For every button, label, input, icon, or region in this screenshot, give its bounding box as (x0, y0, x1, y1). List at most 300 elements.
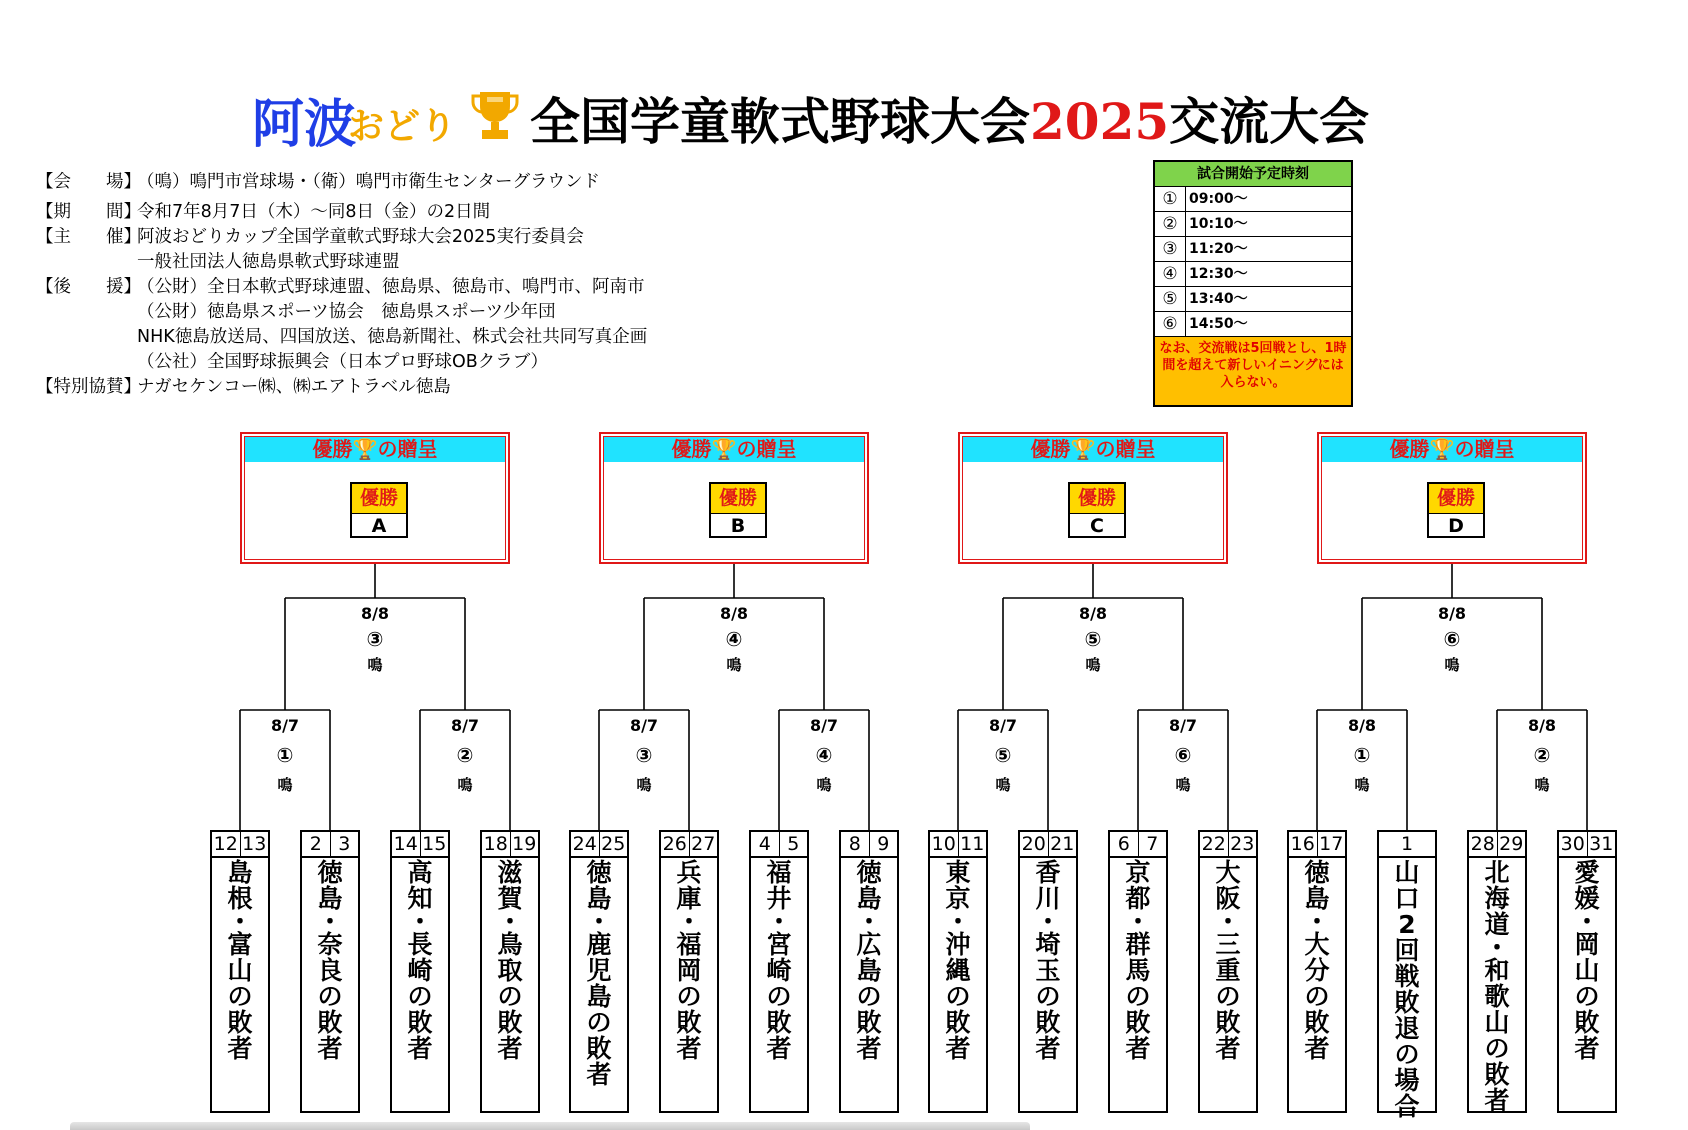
game-number: ④ (815, 743, 833, 767)
award-box (958, 432, 1228, 564)
team-name-char: ・ (1484, 933, 1510, 962)
final-game-label (1063, 604, 1123, 675)
team-name-char: 北 (1484, 858, 1510, 887)
team-number: 19 (512, 833, 537, 855)
semi-game-label (1153, 716, 1213, 795)
game-number: ① (1155, 187, 1186, 211)
award-title: 優勝🏆の贈呈 (604, 437, 864, 462)
team-name-char: 者 (407, 1034, 433, 1063)
team-name-char: 敗 (945, 1008, 971, 1037)
team-name-char: 島 (1304, 884, 1330, 913)
team-number-row (1018, 830, 1078, 858)
team-name-char: の (945, 982, 971, 1011)
game-number: ⑤ (1084, 627, 1102, 651)
team-name-char: 敗 (1304, 1008, 1330, 1037)
team-name-char: 取 (497, 956, 523, 985)
info-value: （公財）全日本軟式野球連盟、徳島県、徳島市、鳴門市、阿南市 (137, 277, 645, 297)
game-venue: 鳴 (1085, 656, 1101, 674)
team-name-char: 島 (856, 956, 882, 985)
team-slot (928, 858, 988, 1113)
semi-game-label (435, 716, 495, 795)
team-number-row (659, 830, 719, 858)
team-name-char: 和 (1484, 956, 1510, 985)
team-name-char: 山 (1484, 1008, 1510, 1037)
team-name-char: 山 (1394, 858, 1420, 887)
team-name-char: 良 (317, 956, 343, 985)
game-date: 8/8 (1078, 604, 1108, 623)
game-venue: 鳴 (636, 776, 652, 794)
team-name-char: ・ (1125, 907, 1151, 936)
team-name-char: の (227, 982, 253, 1011)
game-number: ② (456, 743, 474, 767)
award-title: 優勝🏆の贈呈 (1322, 437, 1582, 462)
team-slot (1377, 858, 1437, 1121)
team-number: 15 (422, 833, 447, 855)
game-venue: 鳴 (1354, 776, 1370, 794)
team-number: 13 (242, 833, 267, 855)
game-date: 8/7 (988, 716, 1018, 735)
game-date: 8/7 (629, 716, 659, 735)
game-number: ⑥ (1155, 312, 1186, 336)
game-number: ④ (1155, 262, 1186, 286)
game-date: 8/7 (809, 716, 839, 735)
team-name-char: の (1304, 982, 1330, 1011)
team-name-char: 敗 (586, 1034, 612, 1063)
game-venue: 鳴 (457, 776, 473, 794)
semi-game-label (1332, 716, 1392, 795)
team-name-char: 島 (317, 884, 343, 913)
team-name-char: ・ (856, 907, 882, 936)
team-number: 23 (1230, 833, 1255, 855)
team-name-char: ・ (1574, 907, 1600, 936)
team-name-char: 京 (1125, 858, 1151, 887)
title-suffix: 交流大会 (1169, 92, 1370, 151)
team-number-row (569, 830, 629, 858)
team-name-char: 埼 (1035, 930, 1061, 959)
team-name-char: 回 (1394, 936, 1420, 965)
team-name-char: 群 (1125, 930, 1151, 959)
title-odori: おどり (348, 105, 457, 147)
team-name-char: 者 (1484, 1086, 1510, 1115)
info-label: 【特別協賛】 (36, 377, 141, 397)
team-name-char: ・ (317, 907, 343, 936)
final-game-label (1422, 604, 1482, 675)
team-name-char: 島 (586, 884, 612, 913)
team-number-row (749, 830, 809, 858)
team-name-char: 大 (1304, 930, 1330, 959)
team-name-char: 者 (1574, 1034, 1600, 1063)
team-number-row (300, 830, 360, 858)
team-name-char: の (856, 982, 882, 1011)
team-name-char: 玉 (1035, 956, 1061, 985)
award-inner (244, 436, 506, 560)
team-name-char: 阪 (1215, 884, 1241, 913)
schedule-note: なお、交流戦は5回戦とし、1時間を超えて新しいイニングには入らない。 (1155, 337, 1351, 405)
team-name-char: 敗 (1215, 1008, 1241, 1037)
team-slot (1557, 858, 1617, 1113)
team-number: 24 (571, 832, 600, 856)
team-name-char: ・ (676, 907, 702, 936)
team-number: 28 (1469, 832, 1498, 856)
team-name-char: 敗 (1574, 1008, 1600, 1037)
team-number: 31 (1589, 833, 1614, 855)
award-title: 優勝🏆の贈呈 (963, 437, 1223, 462)
team-name-char: 愛 (1574, 858, 1600, 887)
team-name-char: 山 (1574, 956, 1600, 985)
team-name-char: 敗 (497, 1008, 523, 1037)
team-number: 30 (1559, 832, 1588, 856)
team-name-char: 徳 (856, 858, 882, 887)
team-name-char: 三 (1215, 930, 1241, 959)
game-number: ⑥ (1443, 627, 1461, 651)
team-name-char: 知 (407, 884, 433, 913)
team-slot (1198, 858, 1258, 1113)
team-name-char: ・ (1215, 907, 1241, 936)
champion-box (1068, 482, 1126, 538)
team-name-char: 京 (945, 884, 971, 913)
team-name-char: 鳥 (497, 930, 523, 959)
info-value: （鳴）鳴門市営球場・（衛）鳴門市衛生センターグラウンド (137, 172, 601, 192)
start-time: 13:40～ (1189, 291, 1248, 307)
team-name-char: ・ (497, 907, 523, 936)
team-name-char: の (407, 982, 433, 1011)
team-number: 5 (787, 833, 800, 855)
team-name-char: の (586, 1008, 612, 1037)
award-inner (962, 436, 1224, 560)
start-time: 09:00～ (1189, 191, 1248, 207)
team-number: 3 (338, 833, 351, 855)
award-box (599, 432, 869, 564)
team-name-char: 鹿 (586, 930, 612, 959)
start-time: 10:10～ (1189, 216, 1248, 232)
team-name-char: 者 (1035, 1034, 1061, 1063)
champion-label: 優勝 (711, 484, 765, 514)
champion-letter: A (371, 515, 387, 537)
team-name-char: の (497, 982, 523, 1011)
team-name-char: 宮 (766, 930, 792, 959)
team-number: 4 (751, 832, 780, 856)
team-name-char: 者 (317, 1034, 343, 1063)
start-time: 11:20～ (1189, 241, 1248, 257)
team-name-char: 敗 (407, 1008, 433, 1037)
team-name-char: 川 (1035, 884, 1061, 913)
team-name-char: 滋 (497, 858, 523, 887)
team-name-char: 児 (586, 956, 612, 985)
team-number-row (1108, 830, 1168, 858)
team-name-char: 者 (945, 1034, 971, 1063)
game-number: ② (1155, 212, 1186, 236)
team-name-char: 徳 (317, 858, 343, 887)
info-value: 令和7年8月7日（木）～同8日（金）の2日間 (137, 202, 491, 222)
game-venue: 鳴 (367, 656, 383, 674)
team-name-char: 者 (856, 1034, 882, 1063)
team-name-char: 徳 (586, 858, 612, 887)
info-value: 一般社団法人徳島県軟式野球連盟 (137, 252, 400, 272)
info-label: 【主 催】 (36, 227, 141, 247)
champion-label: 優勝 (352, 484, 406, 514)
team-name-char: 退 (1394, 1014, 1420, 1043)
team-name-char: 兵 (676, 858, 702, 887)
team-number: 7 (1146, 833, 1159, 855)
team-number-row (928, 830, 988, 858)
team-number: 20 (1020, 832, 1049, 856)
team-name-char: 崎 (766, 956, 792, 985)
award-title: 優勝🏆の贈呈 (245, 437, 505, 462)
team-name-char: 敗 (1035, 1008, 1061, 1037)
game-date: 8/7 (270, 716, 300, 735)
team-name-char: 縄 (945, 956, 971, 985)
team-name-char: 者 (586, 1060, 612, 1089)
team-name-char: 敗 (1394, 988, 1420, 1017)
final-game-label (704, 604, 764, 675)
team-name-char: 井 (766, 884, 792, 913)
team-slot (390, 858, 450, 1113)
team-number: 10 (930, 832, 959, 856)
team-name-char: 敗 (1484, 1060, 1510, 1089)
game-venue: 鳴 (1175, 776, 1191, 794)
team-number-row (839, 830, 899, 858)
team-slot (839, 858, 899, 1113)
team-name-char: ・ (227, 907, 253, 936)
team-number: 12 (212, 832, 241, 856)
team-name-char: 者 (497, 1034, 523, 1063)
game-number: ③ (635, 743, 653, 767)
game-date: 8/7 (450, 716, 480, 735)
team-name-char: 敗 (676, 1008, 702, 1037)
team-number-row (1377, 830, 1437, 858)
team-name-char: 岡 (676, 956, 702, 985)
team-name-char: の (1125, 982, 1151, 1011)
team-name-char: 者 (676, 1034, 702, 1063)
team-name-char: 奈 (317, 930, 343, 959)
semi-game-label (794, 716, 854, 795)
team-name-char: 富 (227, 930, 253, 959)
team-slot (569, 858, 629, 1113)
team-number-row (1198, 830, 1258, 858)
team-name-char: の (317, 982, 343, 1011)
game-number: ① (1353, 743, 1371, 767)
team-name-char: の (1574, 982, 1600, 1011)
team-name-char: 戦 (1394, 962, 1420, 991)
start-time: 14:50～ (1189, 316, 1248, 332)
game-date: 8/7 (1168, 716, 1198, 735)
team-number-row (390, 830, 450, 858)
game-date: 8/8 (1527, 716, 1557, 735)
game-number: ③ (1155, 237, 1186, 261)
team-slot (480, 858, 540, 1113)
team-name-char: の (766, 982, 792, 1011)
game-venue: 鳴 (277, 776, 293, 794)
game-number: ⑤ (1155, 287, 1186, 311)
game-venue: 鳴 (726, 656, 742, 674)
team-slot (1467, 858, 1527, 1113)
champion-letter: D (1448, 515, 1464, 537)
team-name-char: 重 (1215, 956, 1241, 985)
champion-box (1427, 482, 1485, 538)
game-venue: 鳴 (816, 776, 832, 794)
team-slot (210, 858, 270, 1113)
team-name-char: 敗 (856, 1008, 882, 1037)
game-venue: 鳴 (1534, 776, 1550, 794)
champion-label: 優勝 (1429, 484, 1483, 514)
team-name-char: 合 (1394, 1092, 1420, 1121)
team-number: 8 (841, 832, 870, 856)
team-name-char: 歌 (1484, 982, 1510, 1011)
team-name-char: ・ (1035, 907, 1061, 936)
team-name-char: 者 (1304, 1034, 1330, 1063)
team-name-char: の (1035, 982, 1061, 1011)
team-name-char: 高 (407, 858, 433, 887)
team-name-char: 賀 (497, 884, 523, 913)
game-venue: 鳴 (1444, 656, 1460, 674)
team-name-char: 道 (1484, 910, 1510, 939)
team-number-row (1557, 830, 1617, 858)
title-year: 2025 (1030, 92, 1170, 151)
team-number: 22 (1200, 832, 1229, 856)
team-number: 18 (482, 832, 511, 856)
team-name-char: 福 (676, 930, 702, 959)
team-name-char: 長 (407, 930, 433, 959)
team-name-char: ・ (586, 907, 612, 936)
champion-box (709, 482, 767, 538)
info-label: 【会 場】 (36, 172, 141, 192)
team-name-char: の (676, 982, 702, 1011)
team-name-char: 2 (1398, 910, 1416, 939)
start-time-header: 試合開始予定時刻 (1155, 162, 1351, 187)
team-name-char: 島 (856, 884, 882, 913)
info-label: 【後 援】 (36, 277, 141, 297)
semi-game-label (973, 716, 1033, 795)
game-date: 8/8 (360, 604, 390, 623)
team-name-char: 香 (1035, 858, 1061, 887)
team-number: 26 (661, 832, 690, 856)
game-date: 8/8 (719, 604, 749, 623)
game-number: ⑥ (1174, 743, 1192, 767)
team-name-char: 岡 (1574, 930, 1600, 959)
team-name-char: 口 (1394, 884, 1420, 913)
champion-box (350, 482, 408, 538)
team-name-char: 広 (856, 930, 882, 959)
team-name-char: 山 (227, 956, 253, 985)
final-game-label (345, 604, 405, 675)
team-name-char: 庫 (676, 884, 702, 913)
team-name-char: ・ (407, 907, 433, 936)
award-box (240, 432, 510, 564)
title-awa: 阿波 (252, 94, 357, 155)
team-number: 1 (1400, 833, 1414, 855)
team-name-char: 者 (1125, 1034, 1151, 1063)
team-name-char: 敗 (227, 1008, 253, 1037)
award-box (1317, 432, 1587, 564)
team-name-char: の (1484, 1034, 1510, 1063)
team-name-char: 媛 (1574, 884, 1600, 913)
team-name-char: 都 (1125, 884, 1151, 913)
team-name-char: 馬 (1125, 956, 1151, 985)
team-name-char: 者 (766, 1034, 792, 1063)
team-name-char: 場 (1394, 1066, 1420, 1095)
team-name-char: 島 (586, 982, 612, 1011)
team-slot (1108, 858, 1168, 1113)
champion-letter: B (730, 515, 746, 537)
team-name-char: 根 (227, 884, 253, 913)
team-name-char: 島 (227, 858, 253, 887)
team-number: 27 (691, 833, 716, 855)
team-name-char: 敗 (1125, 1008, 1151, 1037)
team-name-char: 敗 (317, 1008, 343, 1037)
team-name-char: 者 (1215, 1034, 1241, 1063)
team-number: 21 (1050, 833, 1075, 855)
info-label: 【期 間】 (36, 202, 141, 222)
info-value: （公財）徳島県スポーツ協会 徳島県スポーツ少年団 (137, 302, 556, 322)
semi-game-label (255, 716, 315, 795)
game-number: ③ (366, 627, 384, 651)
semi-game-label (614, 716, 674, 795)
game-number: ④ (725, 627, 743, 651)
team-number: 6 (1110, 832, 1139, 856)
team-number: 25 (601, 833, 626, 855)
team-number: 29 (1499, 833, 1524, 855)
team-name-char: 者 (227, 1034, 253, 1063)
team-name-char: 分 (1304, 956, 1330, 985)
team-name-char: 徳 (1304, 858, 1330, 887)
team-name-char: 東 (945, 858, 971, 887)
team-name-char: 海 (1484, 884, 1510, 913)
team-number: 2 (302, 832, 331, 856)
team-name-char: 敗 (766, 1008, 792, 1037)
team-name-char: 福 (766, 858, 792, 887)
semi-game-label (1512, 716, 1572, 795)
award-inner (603, 436, 865, 560)
team-number-row (480, 830, 540, 858)
award-inner (1321, 436, 1583, 560)
team-slot (659, 858, 719, 1113)
game-date: 8/8 (1437, 604, 1467, 623)
team-name-char: 大 (1215, 858, 1241, 887)
game-number: ① (276, 743, 294, 767)
info-value: 阿波おどりカップ全国学童軟式野球大会2025実行委員会 (137, 227, 584, 247)
info-value: NHK徳島放送局、四国放送、徳島新聞社、株式会社共同写真企画 (137, 327, 648, 347)
team-number-row (210, 830, 270, 858)
info-value: （公社）全国野球振興会（日本プロ野球OBクラブ） (137, 352, 548, 372)
champion-letter: C (1090, 515, 1104, 537)
game-date: 8/8 (1347, 716, 1377, 735)
team-number: 16 (1289, 832, 1318, 856)
team-name-char: ・ (766, 907, 792, 936)
start-time: 12:30～ (1189, 266, 1248, 282)
team-slot (300, 858, 360, 1113)
game-number: ② (1533, 743, 1551, 767)
game-venue: 鳴 (995, 776, 1011, 794)
team-name-char: 崎 (407, 956, 433, 985)
game-number: ⑤ (994, 743, 1012, 767)
team-name-char: の (1215, 982, 1241, 1011)
team-number: 11 (960, 833, 985, 855)
team-slot (1018, 858, 1078, 1113)
team-number-row (1287, 830, 1347, 858)
team-slot (749, 858, 809, 1113)
info-value: ナガセケンコー㈱、㈱エアトラベル徳島 (137, 377, 451, 397)
champion-label: 優勝 (1070, 484, 1124, 514)
team-number: 14 (392, 832, 421, 856)
team-number: 9 (877, 833, 890, 855)
team-name-char: の (1394, 1040, 1420, 1069)
team-number-row (1467, 830, 1527, 858)
team-name-char: 沖 (945, 930, 971, 959)
team-slot (1287, 858, 1347, 1113)
team-name-char: ・ (945, 907, 971, 936)
page-shadow (70, 1122, 1030, 1130)
team-name-char: ・ (1304, 907, 1330, 936)
